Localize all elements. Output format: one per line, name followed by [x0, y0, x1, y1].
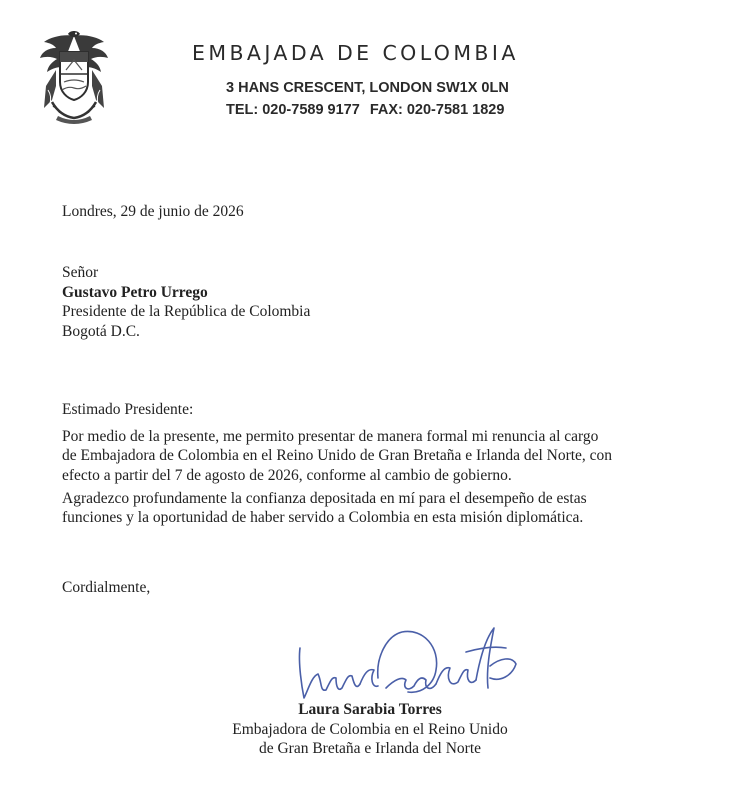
signer-title-line-2: de Gran Bretaña e Irlanda del Norte	[258, 740, 482, 757]
letter-date: Londres, 29 de junio de 2026	[62, 203, 244, 220]
letter-closing: Cordialmente,	[62, 579, 151, 596]
paragraph-1	[62, 427, 612, 485]
recipient-honorific: Señor	[62, 264, 99, 281]
paragraph-line: de Embajadora de Colombia en el Reino Unido de Gran Bretaña e Irlanda del Norte, con	[62, 447, 613, 465]
recipient-name: Gustavo Petro Urrego	[62, 283, 208, 301]
letter-greeting: Estimado Presidente:	[62, 401, 194, 418]
embassy-contact	[226, 102, 546, 118]
paragraph-2	[62, 489, 587, 528]
coat-of-arms-icon	[38, 30, 110, 126]
signer-title-line-1: Embajadora de Colombia en el Reino Unido	[232, 721, 508, 738]
recipient-position: Presidente de la República de Colombia	[62, 303, 311, 320]
paragraph-line: funciones y la oportunidad de haber servido a Colombia en esta misión diplomática.	[62, 509, 584, 527]
embassy-address: 3 HANS CRESCENT, LONDON SW1X 0LN	[226, 80, 509, 96]
embassy-title: EMBAJADA DE COLOMBIA	[192, 41, 519, 65]
recipient-block	[62, 263, 310, 341]
paragraph-line: Agradezco profundamente la confianza depositada en mí para el desempeño de estas	[62, 490, 587, 507]
recipient-city: Bogotá D.C.	[62, 322, 140, 340]
embassy-tel: TEL: 020-7589 9177	[226, 102, 360, 118]
paragraph-line: Por medio de la presente, me permito presentar de manera formal mi renuncia al cargo	[62, 428, 599, 445]
signer-name: Laura Sarabia Torres	[298, 701, 442, 718]
embassy-fax: FAX: 020-7581 1829	[369, 102, 505, 118]
paragraph-line: efecto a partir del 7 de agosto de 2026, conforme al cambio de gobierno.	[62, 466, 512, 484]
